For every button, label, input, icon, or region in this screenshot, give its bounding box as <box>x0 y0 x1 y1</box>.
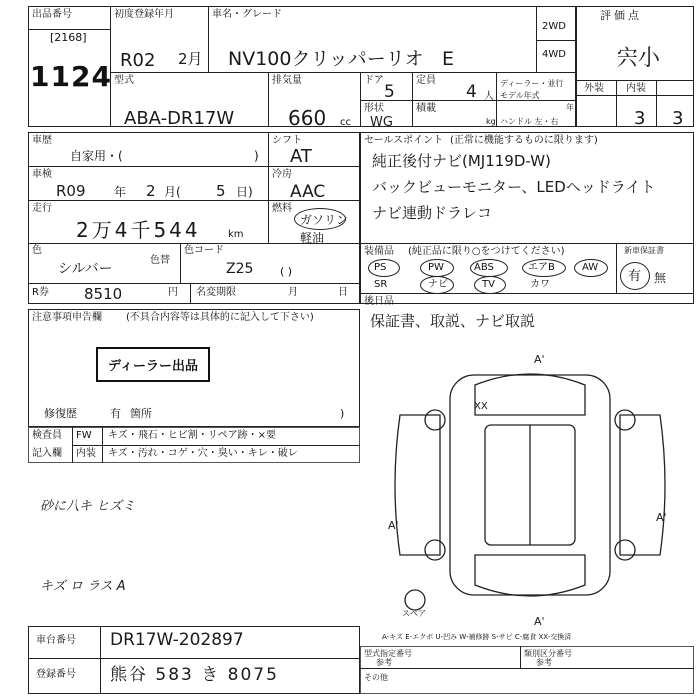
equip-pw: PW <box>428 262 444 273</box>
mileage-unit: km <box>228 229 244 240</box>
history-value: 自家用・( <box>70 149 123 163</box>
aircon-value: AAC <box>290 182 326 202</box>
equip-navi: ナビ <box>428 279 448 290</box>
history-label: 車歴 <box>32 135 52 146</box>
recycle-label: R券 <box>32 287 49 298</box>
color-code-value: Z25 <box>226 261 254 277</box>
shape-label: 形状 <box>364 103 384 114</box>
warranty-label: 新車保証書 <box>624 246 664 255</box>
interior-value: 3 <box>672 108 684 129</box>
mileage-label: 走行 <box>32 203 52 214</box>
first-reg-month: 2月 <box>178 50 203 68</box>
shape-value: WG <box>370 115 393 130</box>
accessories-value: 保証書、取説、ナビ取説 <box>370 312 536 330</box>
dealer-stamp <box>96 347 210 382</box>
accessories-label: 後日品 <box>364 296 394 307</box>
remark-2: キズ ロ ラス A <box>40 579 126 594</box>
drive-2wd: 2WD <box>542 21 566 32</box>
aircon-label: 冷房 <box>272 169 292 180</box>
repair-close: ) <box>340 407 345 420</box>
score-label: 評価点 <box>600 9 642 22</box>
chassis-value: DR17W-202897 <box>110 630 244 650</box>
repair-has: 有 <box>110 407 121 420</box>
load-label: 積載 <box>416 103 436 114</box>
recycle-unit: 円 <box>168 287 178 298</box>
notes-hint: (不具合内容等は具体的に記入して下さい) <box>126 312 314 323</box>
fuel-diesel: 軽油 <box>300 231 325 245</box>
car-damage-diagram <box>380 345 680 628</box>
score-value: 宍小 <box>616 46 661 71</box>
type-ref-label: 型式指定番号 <box>364 649 412 658</box>
sales-line-2: バックビューモニター、LEDヘッドライト <box>372 178 656 196</box>
notes-label: 注意事項申告欄 <box>32 312 102 323</box>
checker-label-1: 検査員 <box>32 430 62 441</box>
first-reg-era: R02 <box>120 50 156 71</box>
drive-4wd: 4WD <box>542 49 566 60</box>
mileage-value: 2万4千544 <box>76 218 201 242</box>
inspection-year-unit: 年 <box>114 185 127 199</box>
diagram-mark-2: A' <box>534 615 545 628</box>
exterior-label: 外装 <box>584 83 604 94</box>
grade: E <box>442 48 455 70</box>
model-year-unit: 年 <box>566 103 574 112</box>
displacement-value: 660 <box>288 106 327 130</box>
remark-1: 砂に八キ ヒズミ <box>40 499 136 514</box>
doors-value: 5 <box>384 82 395 102</box>
exterior-value: 3 <box>634 108 646 129</box>
type-ref-sub: 参考 <box>376 658 392 667</box>
diagram-mark-4: A' <box>388 519 399 532</box>
warranty-no: 無 <box>654 271 667 285</box>
type-value: ABA-DR17W <box>124 108 235 129</box>
inspection-label: 車検 <box>32 169 52 180</box>
sales-label: セールスポイント <box>364 135 444 146</box>
repair-label: 修復歴 <box>44 407 77 420</box>
color-label: 色 <box>32 245 42 256</box>
lot-label: 出品番号 <box>32 9 72 20</box>
sales-line-1: 純正後付ナビ(MJ119D-W) <box>372 152 551 170</box>
handle-label: ハンドル 左・右 <box>500 117 559 126</box>
repair-place: 箇所 <box>130 407 152 420</box>
equip-abs: ABS <box>474 262 494 273</box>
dealer-label: ディーラー・並行 <box>500 79 564 88</box>
load-unit: kg <box>486 117 496 126</box>
checker-fw: FW <box>76 430 92 441</box>
diagram-legend: A-キズ E-エクボ U-凹み W-補修跡 S-サビ C-腐食 XX-交換済 <box>382 633 572 641</box>
fuel-gasoline: ガソリン <box>300 213 349 227</box>
doors-label: ドア <box>364 75 384 86</box>
inspection-month: 2 <box>146 182 156 200</box>
color-change-label: 色替 <box>150 255 170 266</box>
name-change-label: 名変期限 <box>196 287 236 298</box>
checker-label-2: 記入欄 <box>32 448 62 459</box>
capacity-value: 4 <box>466 82 477 102</box>
diagram-mark-1: A' <box>534 353 545 366</box>
shift-value: AT <box>290 146 312 167</box>
model-label: 車名・グレード <box>212 9 282 20</box>
chassis-label: 車台番号 <box>36 635 76 646</box>
inspection-day: 5 <box>216 182 226 200</box>
sales-line-3: ナビ連動ドラレコ <box>372 204 493 222</box>
type-label: 型式 <box>114 75 134 86</box>
reg-label: 登録番号 <box>36 669 76 680</box>
dealer-stamp-text: ディーラー出品 <box>108 359 198 374</box>
equip-aw: AW <box>582 262 599 273</box>
category-ref-label: 類別区分番号 <box>524 649 572 658</box>
displacement-label: 排気量 <box>272 75 302 86</box>
model-year-label: モデル年式 <box>500 91 540 100</box>
capacity-label: 定員 <box>416 75 436 86</box>
shift-label: シフト <box>272 135 302 146</box>
inspection-day-unit: 日) <box>236 185 253 199</box>
sales-note: (正常に機能するものに限ります) <box>450 135 598 146</box>
color-code-paren: ( ) <box>280 265 293 278</box>
name-change-day: 日 <box>338 287 348 298</box>
checker-fw-items: キズ・飛石・ヒビ割・リペア跡・×要 <box>108 430 276 441</box>
equip-sr: SR <box>374 279 388 290</box>
diagram-mark-5: A' <box>656 511 667 524</box>
lot-code: [2168] <box>50 31 87 44</box>
equipment-note: (純正品に限り○をつけてください) <box>408 246 565 257</box>
inspection-month-unit: 月( <box>164 185 181 199</box>
fuel-circle <box>294 208 349 230</box>
equip-airbag: エアB <box>528 262 555 273</box>
history-close: ) <box>254 149 259 163</box>
equip-ps: PS <box>374 262 387 273</box>
recycle-value: 8510 <box>84 285 123 303</box>
equip-leather: カワ <box>530 279 550 290</box>
equip-tv: TV <box>482 279 495 290</box>
first-reg-label: 初度登録年月 <box>114 9 174 20</box>
name-change-month: 月 <box>288 287 298 298</box>
fuel-label: 燃料 <box>272 203 292 214</box>
inspection-era: R09 <box>56 182 86 200</box>
color-code-label: 色コード <box>184 245 224 256</box>
displacement-unit: cc <box>340 117 351 128</box>
equipment-label: 装備品 <box>364 246 394 257</box>
interior-label: 内装 <box>626 83 646 94</box>
model-name: NV100クリッパーリオ <box>228 48 424 70</box>
lot-number: 1124 <box>30 60 112 93</box>
reg-value: 熊谷 583 き 8075 <box>110 665 279 685</box>
checker-interior-items: キズ・汚れ・コゲ・穴・臭い・キレ・破レ <box>108 448 298 459</box>
capacity-unit: 人 <box>484 91 494 102</box>
warranty-yes: 有 <box>628 269 642 284</box>
other-label: その他 <box>364 673 388 682</box>
diagram-spare: スペア <box>402 609 426 618</box>
diagram-mark-3: XX <box>474 401 488 412</box>
color-value: シルバー <box>58 261 113 277</box>
checker-interior: 内装 <box>76 448 96 459</box>
category-ref-sub: 参考 <box>536 658 552 667</box>
